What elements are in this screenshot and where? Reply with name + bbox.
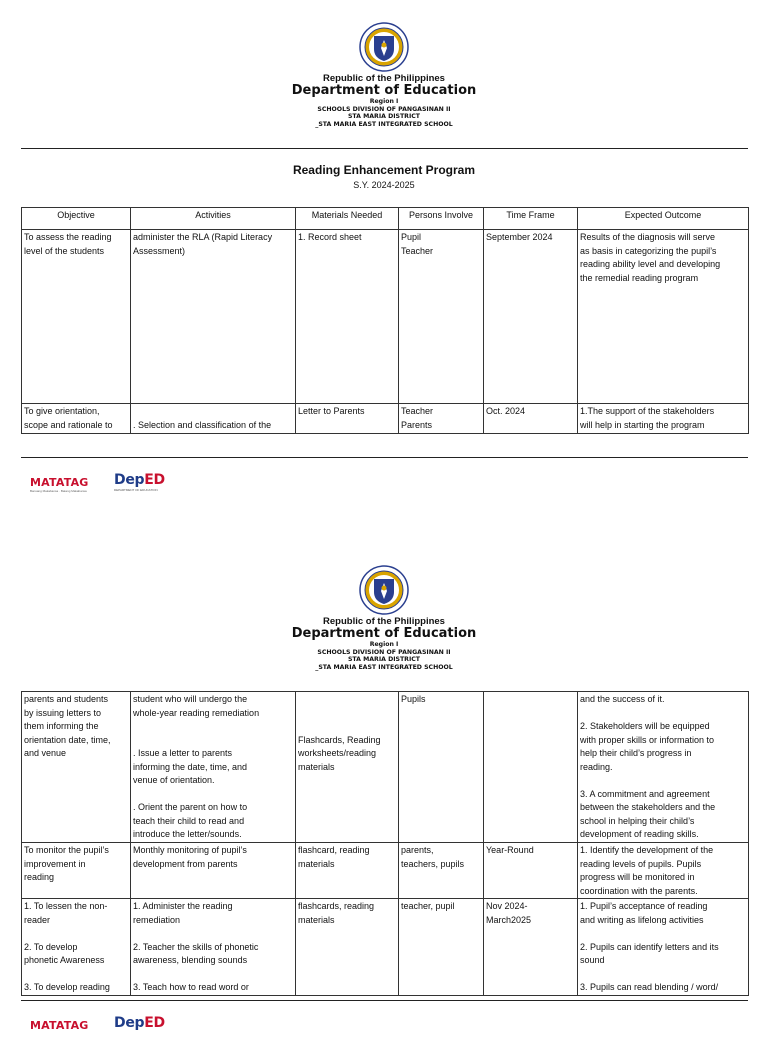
cell-persons	[399, 843, 484, 899]
cell-line: them informing the	[24, 721, 99, 731]
cell-activities	[131, 230, 296, 404]
cell-line	[133, 788, 293, 802]
deped-logo	[114, 472, 174, 498]
cell-line: will help in starting the program	[580, 419, 705, 430]
cell-timeframe	[484, 692, 578, 843]
cell-line: 2. Pupils can identify letters and its	[580, 941, 719, 952]
deped-seal-icon	[359, 22, 409, 72]
cell-line: Results of the diagnosis will serve	[580, 232, 716, 242]
cell-line: 1.The support of the stakeholders	[580, 406, 715, 416]
program-table-page-2	[21, 691, 749, 996]
cell-line: reader	[24, 914, 51, 925]
cell-line: by issuing letters to	[24, 707, 102, 718]
cell-line: the remedial reading program	[580, 272, 699, 283]
deped-label-dep: Dep	[114, 472, 145, 488]
cell-line: Teacher	[401, 406, 434, 416]
cell-line: . Issue a letter to parents	[133, 748, 233, 758]
cell-line: 2. Teacher the skills of phonetic	[133, 941, 259, 952]
cell-line: September 2024	[486, 232, 553, 242]
cell-persons	[399, 899, 484, 996]
cell-line: phonetic Awareness	[24, 955, 105, 965]
district-line: STA MARIA DISTRICT	[347, 656, 421, 663]
column-header: Materials Needed	[296, 208, 399, 230]
cell-line: between the stakeholders and the	[580, 802, 716, 812]
cell-line: Pupil	[401, 232, 422, 242]
cell-line: 1. To lessen the non-	[24, 901, 108, 911]
cell-line	[580, 707, 746, 721]
cell-line: and the success of it.	[580, 694, 665, 704]
cell-line: development of reading skills.	[580, 829, 699, 839]
school-line: _STA MARIA EAST INTEGRATED SCHOOL	[315, 120, 453, 128]
cell-line: with proper skills or information to	[580, 734, 715, 745]
department-line: Department of Education	[291, 83, 477, 98]
header-divider	[21, 148, 748, 149]
column-header: Time Frame	[484, 208, 578, 230]
letterhead	[0, 616, 768, 671]
footer-divider	[21, 1000, 748, 1001]
deped-label-dep: Dep	[114, 1015, 145, 1031]
cell-line: progress will be monitored in	[580, 872, 695, 882]
cell-line: and writing as lifelong activities	[580, 914, 704, 925]
republic-line: Republic of the Philippines	[323, 616, 445, 627]
cell-line: orientation date, time,	[24, 734, 111, 745]
division-line: SCHOOLS DIVISION OF PANGASINAN II	[317, 105, 451, 113]
cell-outcome	[578, 899, 749, 996]
cell-activities	[131, 843, 296, 899]
cell-line: Oct. 2024	[486, 406, 526, 416]
cell-line: scope and rationale to	[24, 419, 113, 430]
cell-outcome	[578, 843, 749, 899]
column-header: Activities	[131, 208, 296, 230]
region-line: Region I	[369, 98, 399, 105]
republic-line: Republic of the Philippines	[323, 73, 445, 84]
cell-objective	[22, 404, 131, 434]
cell-line: Monthly monitoring of pupil’s	[133, 845, 247, 855]
cell-line: introduce the letter/sounds.	[133, 829, 242, 839]
matatag-label: MATATAG	[30, 476, 89, 489]
cell-line: 3. A commitment and agreement	[580, 788, 710, 799]
division-line: SCHOOLS DIVISION OF PANGASINAN II	[317, 648, 451, 656]
matatag-logo	[30, 476, 100, 500]
cell-line: parents,	[401, 845, 434, 855]
cell-persons	[399, 230, 484, 404]
deped-sub: DEPARTMENT OF EDUCATION	[114, 488, 158, 492]
cell-line: flashcards, reading	[298, 901, 375, 911]
cell-line: teach their child to read and	[133, 815, 245, 826]
cell-line	[580, 968, 746, 982]
cell-line	[133, 927, 293, 941]
cell-line: Pupils	[401, 694, 426, 704]
cell-objective	[22, 899, 131, 996]
cell-line: parents and students	[24, 694, 109, 704]
cell-line: development from parents	[133, 858, 238, 869]
table-header-row	[22, 208, 749, 230]
cell-line: materials	[298, 914, 335, 925]
cell-line: Teacher	[401, 245, 434, 256]
cell-line: reading.	[580, 761, 613, 772]
cell-line	[133, 968, 293, 982]
cell-line	[133, 734, 293, 748]
district-line: STA MARIA DISTRICT	[347, 113, 421, 120]
cell-line: 1. Record sheet	[298, 232, 362, 242]
cell-line: reading ability level and developing	[580, 259, 721, 269]
cell-line	[298, 693, 396, 707]
column-header: Persons Involve	[399, 208, 484, 230]
cell-line: Parents	[401, 419, 433, 430]
cell-line: teachers, pupils	[401, 858, 465, 869]
cell-line	[298, 720, 396, 734]
cell-line: as basis in categorizing the pupil’s	[580, 245, 717, 256]
cell-persons	[399, 692, 484, 843]
cell-line: and venue	[24, 748, 67, 758]
cell-outcome	[578, 692, 749, 843]
cell-timeframe	[484, 404, 578, 434]
cell-line: materials	[298, 761, 335, 772]
cell-line: Letter to Parents	[298, 406, 365, 416]
column-header: Objective	[22, 208, 131, 230]
region-line: Region I	[369, 641, 399, 648]
cell-line: coordination with the parents.	[580, 885, 698, 896]
cell-line: flashcard, reading	[298, 845, 370, 855]
cell-line: student who will undergo the	[133, 694, 248, 704]
cell-timeframe	[484, 230, 578, 404]
cell-line	[24, 927, 128, 941]
cell-line	[133, 720, 293, 734]
cell-line: venue of orientation.	[133, 775, 215, 785]
cell-line: informing the date, time, and	[133, 761, 248, 772]
cell-line	[24, 968, 128, 982]
cell-line: To assess the reading	[24, 232, 112, 242]
letterhead	[0, 73, 768, 128]
school-line: _STA MARIA EAST INTEGRATED SCHOOL	[315, 663, 453, 671]
cell-materials	[296, 692, 399, 843]
matatag-logo	[30, 1019, 100, 1043]
table-row	[22, 230, 749, 404]
cell-outcome	[578, 230, 749, 404]
cell-line: To give orientation,	[24, 406, 100, 416]
cell-line: 1. Administer the reading	[133, 901, 233, 911]
cell-line: 1. Identify the development of the	[580, 845, 714, 855]
cell-line: 3. To develop reading	[24, 982, 110, 992]
cell-line: help their child’s progress in	[580, 748, 692, 758]
cell-timeframe	[484, 899, 578, 996]
cell-timeframe	[484, 843, 578, 899]
cell-line: To monitor the pupil’s	[24, 845, 109, 855]
cell-line	[580, 774, 746, 788]
cell-activities	[131, 692, 296, 843]
table-row	[22, 404, 749, 434]
deped-label-ed: ED	[144, 1015, 165, 1031]
cell-line: materials	[298, 858, 335, 869]
document-page-2	[0, 540, 768, 1032]
cell-line	[486, 693, 575, 707]
table-row	[22, 692, 749, 843]
cell-outcome	[578, 404, 749, 434]
cell-line: reading	[24, 872, 55, 882]
cell-line: teacher, pupil	[401, 901, 455, 911]
cell-line: 2. To develop	[24, 941, 78, 952]
cell-line: Nov 2024-	[486, 901, 528, 911]
cell-line	[580, 927, 746, 941]
deped-label-ed: ED	[144, 472, 165, 488]
cell-line: remediation	[133, 914, 181, 925]
cell-line: school in helping their child’s	[580, 815, 695, 826]
cell-persons	[399, 404, 484, 434]
program-title: Reading Enhancement Program	[292, 163, 476, 177]
table-row	[22, 843, 749, 899]
cell-line: awareness, blending sounds	[133, 955, 248, 965]
cell-line: 3. Pupils can read blending / word/	[580, 982, 719, 992]
cell-materials	[296, 899, 399, 996]
matatag-label: MATATAG	[30, 1019, 89, 1032]
cell-objective	[22, 692, 131, 843]
program-table-page-1	[21, 207, 749, 434]
cell-line	[133, 405, 293, 419]
cell-objective	[22, 843, 131, 899]
cell-line: Flashcards, Reading	[298, 734, 381, 745]
department-line: Department of Education	[291, 626, 477, 641]
cell-line: worksheets/reading	[298, 748, 377, 758]
cell-line: 2. Stakeholders will be equipped	[580, 721, 710, 731]
cell-line: March2025	[486, 914, 532, 925]
column-header: Expected Outcome	[578, 208, 749, 230]
cell-activities	[131, 404, 296, 434]
cell-line: Assessment)	[133, 245, 186, 256]
cell-line: . Selection and classification of the	[133, 419, 272, 430]
school-year: S.Y. 2024-2025	[353, 180, 415, 190]
table-row	[22, 899, 749, 996]
cell-line: sound	[580, 955, 605, 965]
deped-logo	[114, 1015, 174, 1041]
cell-line: Year-Round	[486, 845, 534, 855]
cell-line: . Orient the parent on how to	[133, 802, 248, 812]
matatag-sub: Bansang Makabansa · Batang Makabansa	[30, 489, 87, 493]
deped-seal-icon	[359, 565, 409, 615]
cell-line: whole-year reading remediation	[133, 707, 260, 718]
cell-line: 1. Pupil’s acceptance of reading	[580, 901, 708, 911]
cell-materials	[296, 843, 399, 899]
cell-line	[298, 707, 396, 721]
cell-line: administer the RLA (Rapid Literacy	[133, 232, 273, 242]
cell-line: reading levels of pupils. Pupils	[580, 858, 702, 869]
cell-materials	[296, 404, 399, 434]
cell-activities	[131, 899, 296, 996]
cell-materials	[296, 230, 399, 404]
cell-line: 3. Teach how to read word or	[133, 982, 249, 992]
cell-objective	[22, 230, 131, 404]
cell-line: improvement in	[24, 858, 86, 869]
footer-divider	[21, 457, 748, 458]
cell-line: level of the students	[24, 245, 105, 256]
